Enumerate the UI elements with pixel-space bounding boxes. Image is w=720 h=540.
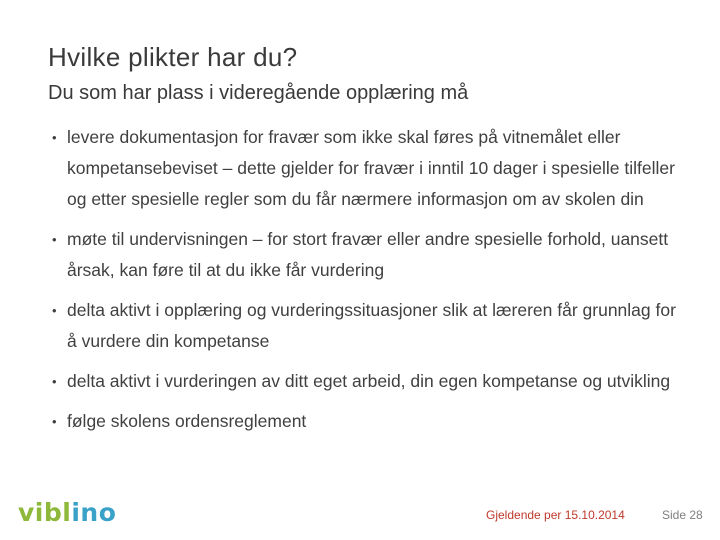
bullet-item (48, 224, 688, 286)
bullet-text: levere dokumentasjon for fravær som ikke skal føres på vitnemålet eller kompetansebeviset – dette gjelder for fravær i inntil 10 dager i spesielle tilfeller og etter spesielle regler som du får nærmere informasjon om av skolen din (67, 127, 675, 209)
bullet-item (48, 406, 688, 437)
bullet-marker: • (52, 232, 57, 247)
slide-title: Hvilke plikter har du? (48, 42, 298, 72)
bullet-marker: • (52, 414, 57, 429)
logo-text-part1: vibl (18, 498, 72, 527)
bullet-text: følge skolens ordensreglement (67, 411, 307, 431)
bullet-text: delta aktivt i vurderingen av ditt eget arbeid, din egen kompetanse og utvikling (67, 371, 671, 391)
bullet-list (48, 122, 688, 446)
slide-subtitle: Du som har plass i videregående opplæring må (48, 82, 469, 104)
bullet-marker: • (52, 303, 57, 318)
bullet-marker: • (52, 130, 57, 145)
logo-text-part2: no (80, 498, 117, 527)
bullet-text: delta aktivt i opplæring og vurderingssituasjoner slik at læreren får grunnlag for å vurdere din kompetanse (67, 300, 676, 351)
bullet-text: møte til undervisningen – for stort fravær eller andre spesielle forhold, uansett årsak, kan føre til at du ikke får vurdering (67, 229, 669, 280)
logo-text-i: i (71, 498, 81, 527)
page-number: Side 28 (662, 508, 703, 522)
bullet-item (48, 295, 688, 357)
footer-date: Gjeldende per 15.10.2014 (486, 508, 625, 522)
bullet-item (48, 122, 688, 215)
bullet-marker: • (52, 374, 57, 389)
viblino-logo (18, 500, 116, 525)
bullet-item (48, 366, 688, 397)
